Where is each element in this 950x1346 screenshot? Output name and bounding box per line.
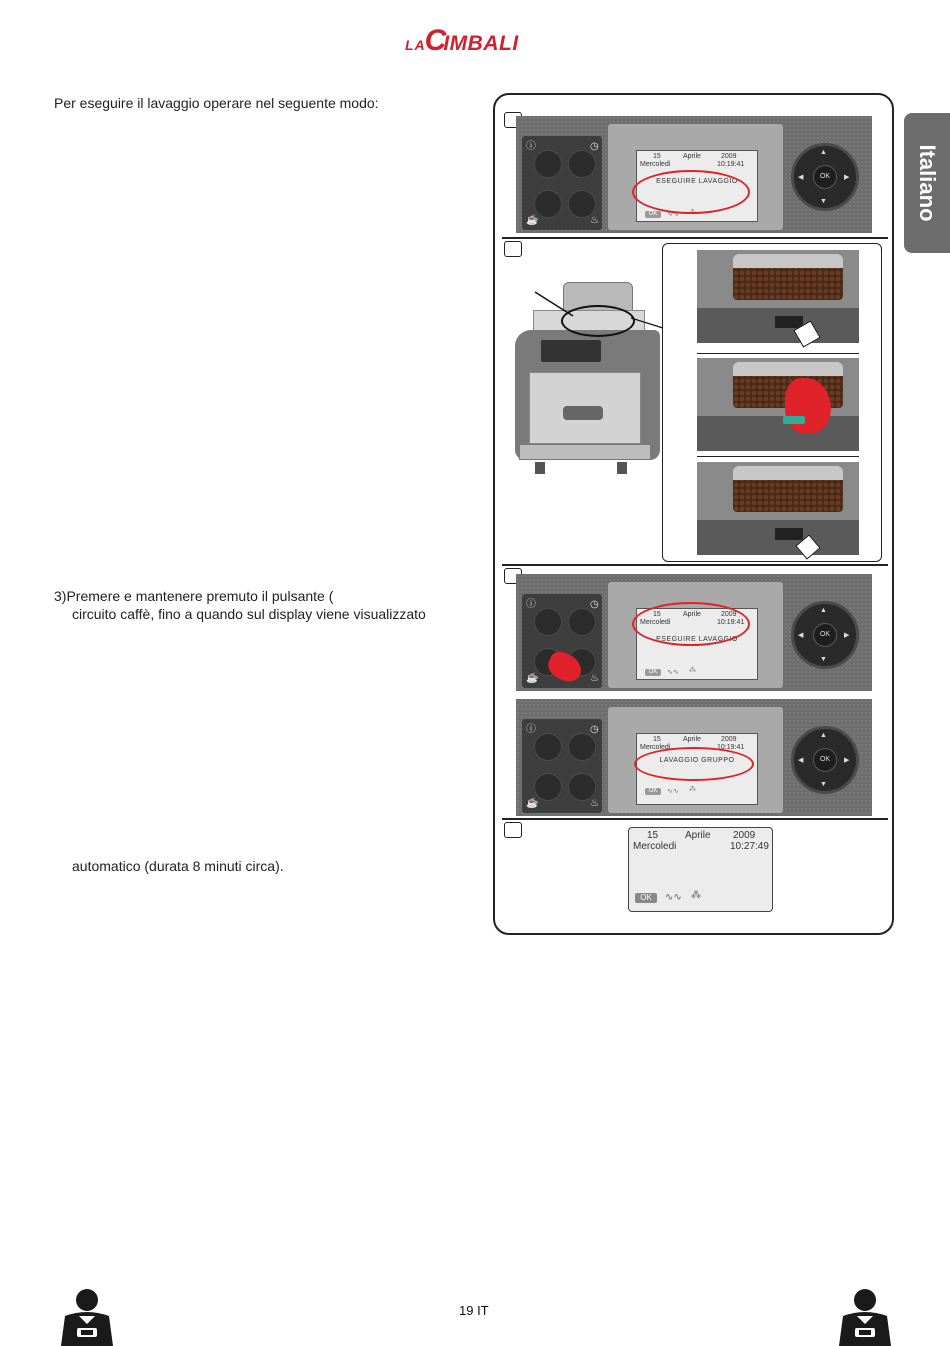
detail-image-2: [697, 358, 859, 451]
temperature-icon: ⁂: [689, 209, 696, 216]
control-panel-3: [516, 699, 872, 816]
language-tab-label: Italiano: [915, 144, 940, 222]
final-ok-badge: OK: [635, 893, 657, 903]
ok-button[interactable]: OK: [813, 748, 837, 772]
ok-button[interactable]: OK: [813, 165, 837, 189]
lcd-frame-1: [608, 124, 783, 230]
lcd-frame-3: [608, 707, 783, 813]
temperature-icon: ⁂: [691, 890, 701, 901]
hopper-lid: [733, 362, 843, 376]
waiter-icon: [55, 1288, 119, 1346]
lcd-month: Aprile: [683, 736, 701, 743]
final-display: [628, 827, 773, 912]
steam-icon: ♨: [590, 798, 599, 809]
lcd-message: LAVAGGIO GRUPPO: [659, 757, 735, 764]
machine-foot-right: [617, 462, 627, 474]
arrow-up-icon: ▲: [820, 732, 827, 739]
lcd-year: 2009: [721, 736, 737, 743]
navigation-pad-1[interactable]: [791, 143, 859, 211]
info-icon: ⓘ: [526, 599, 536, 610]
cup-icon: ☕: [526, 798, 539, 809]
arrow-right-icon: ▶: [844, 174, 850, 181]
lcd-weekday: Mercoledì: [640, 161, 671, 168]
machine-drip-tray: [519, 444, 651, 460]
final-year: 2009: [733, 830, 756, 841]
keypad-button-1[interactable]: [534, 150, 562, 178]
lcd-ok-badge: OK: [645, 211, 661, 218]
separator-1: [502, 237, 888, 239]
lcd-year: 2009: [721, 153, 737, 160]
final-month: Aprile: [685, 830, 711, 841]
highlight-oval: [632, 170, 750, 214]
tablet-icon: [783, 416, 805, 424]
keypad-3: [522, 719, 602, 813]
separator-3: [502, 818, 888, 820]
cup-icon: ☕: [526, 215, 539, 226]
bean-hopper: [733, 264, 843, 300]
highlight-oval: [632, 602, 750, 646]
separator-2: [502, 564, 888, 566]
lcd-year: 2009: [721, 611, 737, 618]
waiter-icon: [833, 1288, 897, 1346]
arrow-down-icon: ▼: [820, 656, 827, 663]
wave-icon: ∿∿: [667, 788, 679, 795]
keypad-button-2[interactable]: [568, 150, 596, 178]
keypad-button-1[interactable]: [534, 608, 562, 636]
info-icon: ⓘ: [526, 724, 536, 735]
temperature-icon: ⁂: [689, 667, 696, 674]
arrow-right-icon: ▶: [844, 757, 850, 764]
step3-line1: [54, 588, 333, 604]
logo-rest: IMBALI: [443, 32, 519, 55]
lcd-time: 10:19:41: [717, 161, 745, 168]
lcd-day: 15: [653, 153, 661, 160]
language-tab: [904, 113, 950, 253]
navigation-pad-3[interactable]: [791, 726, 859, 794]
auto-wash-text: automatico (durata 8 minuti circa).: [72, 858, 284, 874]
lcd-ok-badge: OK: [645, 669, 661, 676]
lcd-month: Aprile: [683, 611, 701, 618]
hopper-lid: [733, 254, 843, 268]
lcd-frame-2: [608, 582, 783, 688]
lcd-day: 15: [653, 736, 661, 743]
arrow-left-icon: ◀: [798, 632, 804, 639]
clock-icon: ◷: [590, 141, 599, 152]
leader-lines: [505, 280, 665, 340]
cup-icon: ☕: [526, 673, 539, 684]
keypad-button-1[interactable]: [534, 733, 562, 761]
logo-c: C: [424, 24, 447, 57]
steam-icon: ♨: [590, 673, 599, 684]
control-panel-2: [516, 574, 872, 691]
detail-image-3: [697, 462, 859, 555]
final-weekday: Mercoledi: [633, 841, 677, 852]
lcd-day: 15: [653, 611, 661, 618]
arrow-left-icon: ◀: [798, 174, 804, 181]
wave-icon: ∿∿: [667, 669, 679, 676]
arrow-up-icon: ▲: [820, 149, 827, 156]
keypad-2: [522, 594, 602, 688]
ok-button[interactable]: OK: [813, 623, 837, 647]
lcd-message: ESEGUIRE LAVAGGIO: [656, 178, 738, 185]
final-day: 15: [647, 830, 659, 841]
keypad-button-2[interactable]: [568, 608, 596, 636]
lcd-time: 10:19:41: [717, 744, 745, 751]
wave-icon: ∿∿: [667, 211, 679, 218]
wave-icon: ∿∿: [665, 892, 682, 903]
step-box-2: [504, 241, 522, 257]
detail-image-1: [697, 250, 859, 343]
page-number: 19 IT: [459, 1303, 489, 1318]
step-box-4: [504, 822, 522, 838]
keypad-button-4[interactable]: [568, 190, 596, 218]
step3-number: 3): [54, 588, 67, 604]
lcd-weekday: Mercoledì: [640, 619, 671, 626]
highlight-oval: [634, 747, 754, 781]
keypad-1: [522, 136, 602, 230]
machine-group-head: [563, 406, 603, 420]
steam-icon: ♨: [590, 215, 599, 226]
lcd-weekday: Mercoledì: [640, 744, 671, 751]
control-panel-1: [516, 116, 872, 233]
hopper-lid: [733, 466, 843, 480]
final-time: 10:27:49: [730, 841, 769, 852]
machine-foot-left: [535, 462, 545, 474]
arrow-left-icon: ◀: [798, 757, 804, 764]
navigation-pad-2[interactable]: [791, 601, 859, 669]
lcd-time: 10:19:41: [717, 619, 745, 626]
brewer-opening: [775, 528, 803, 540]
bean-hopper: [733, 476, 843, 512]
arrow-right-icon: ▶: [844, 632, 850, 639]
clock-icon: ◷: [590, 599, 599, 610]
intro-text: Per eseguire il lavaggio operare nel seguente modo:: [54, 95, 379, 111]
step3-text: Premere e mantenere premuto il pulsante (: [66, 588, 334, 604]
arrow-up-icon: ▲: [820, 607, 827, 614]
keypad-button-3[interactable]: [534, 773, 562, 801]
lcd-month: Aprile: [683, 153, 701, 160]
temperature-icon: ⁂: [689, 786, 696, 793]
logo-la: LA: [405, 37, 426, 53]
clock-icon: ◷: [590, 724, 599, 735]
info-icon: ⓘ: [526, 141, 536, 152]
arrow-down-icon: ▼: [820, 781, 827, 788]
detail-divider-2: [697, 456, 859, 461]
keypad-button-2[interactable]: [568, 733, 596, 761]
keypad-button-3[interactable]: [534, 190, 562, 218]
brand-logo: [405, 24, 519, 58]
machine-control-strip: [541, 340, 601, 362]
step3-line2: circuito caffè, fino a quando sul display viene visualizzato: [72, 606, 426, 622]
machine-top-surface: [697, 416, 859, 451]
keypad-button-4[interactable]: [568, 773, 596, 801]
arrow-down-icon: ▼: [820, 198, 827, 205]
lcd-message: ESEGUIRE LAVAGGIO: [656, 636, 738, 643]
lcd-ok-badge: OK: [645, 788, 661, 795]
